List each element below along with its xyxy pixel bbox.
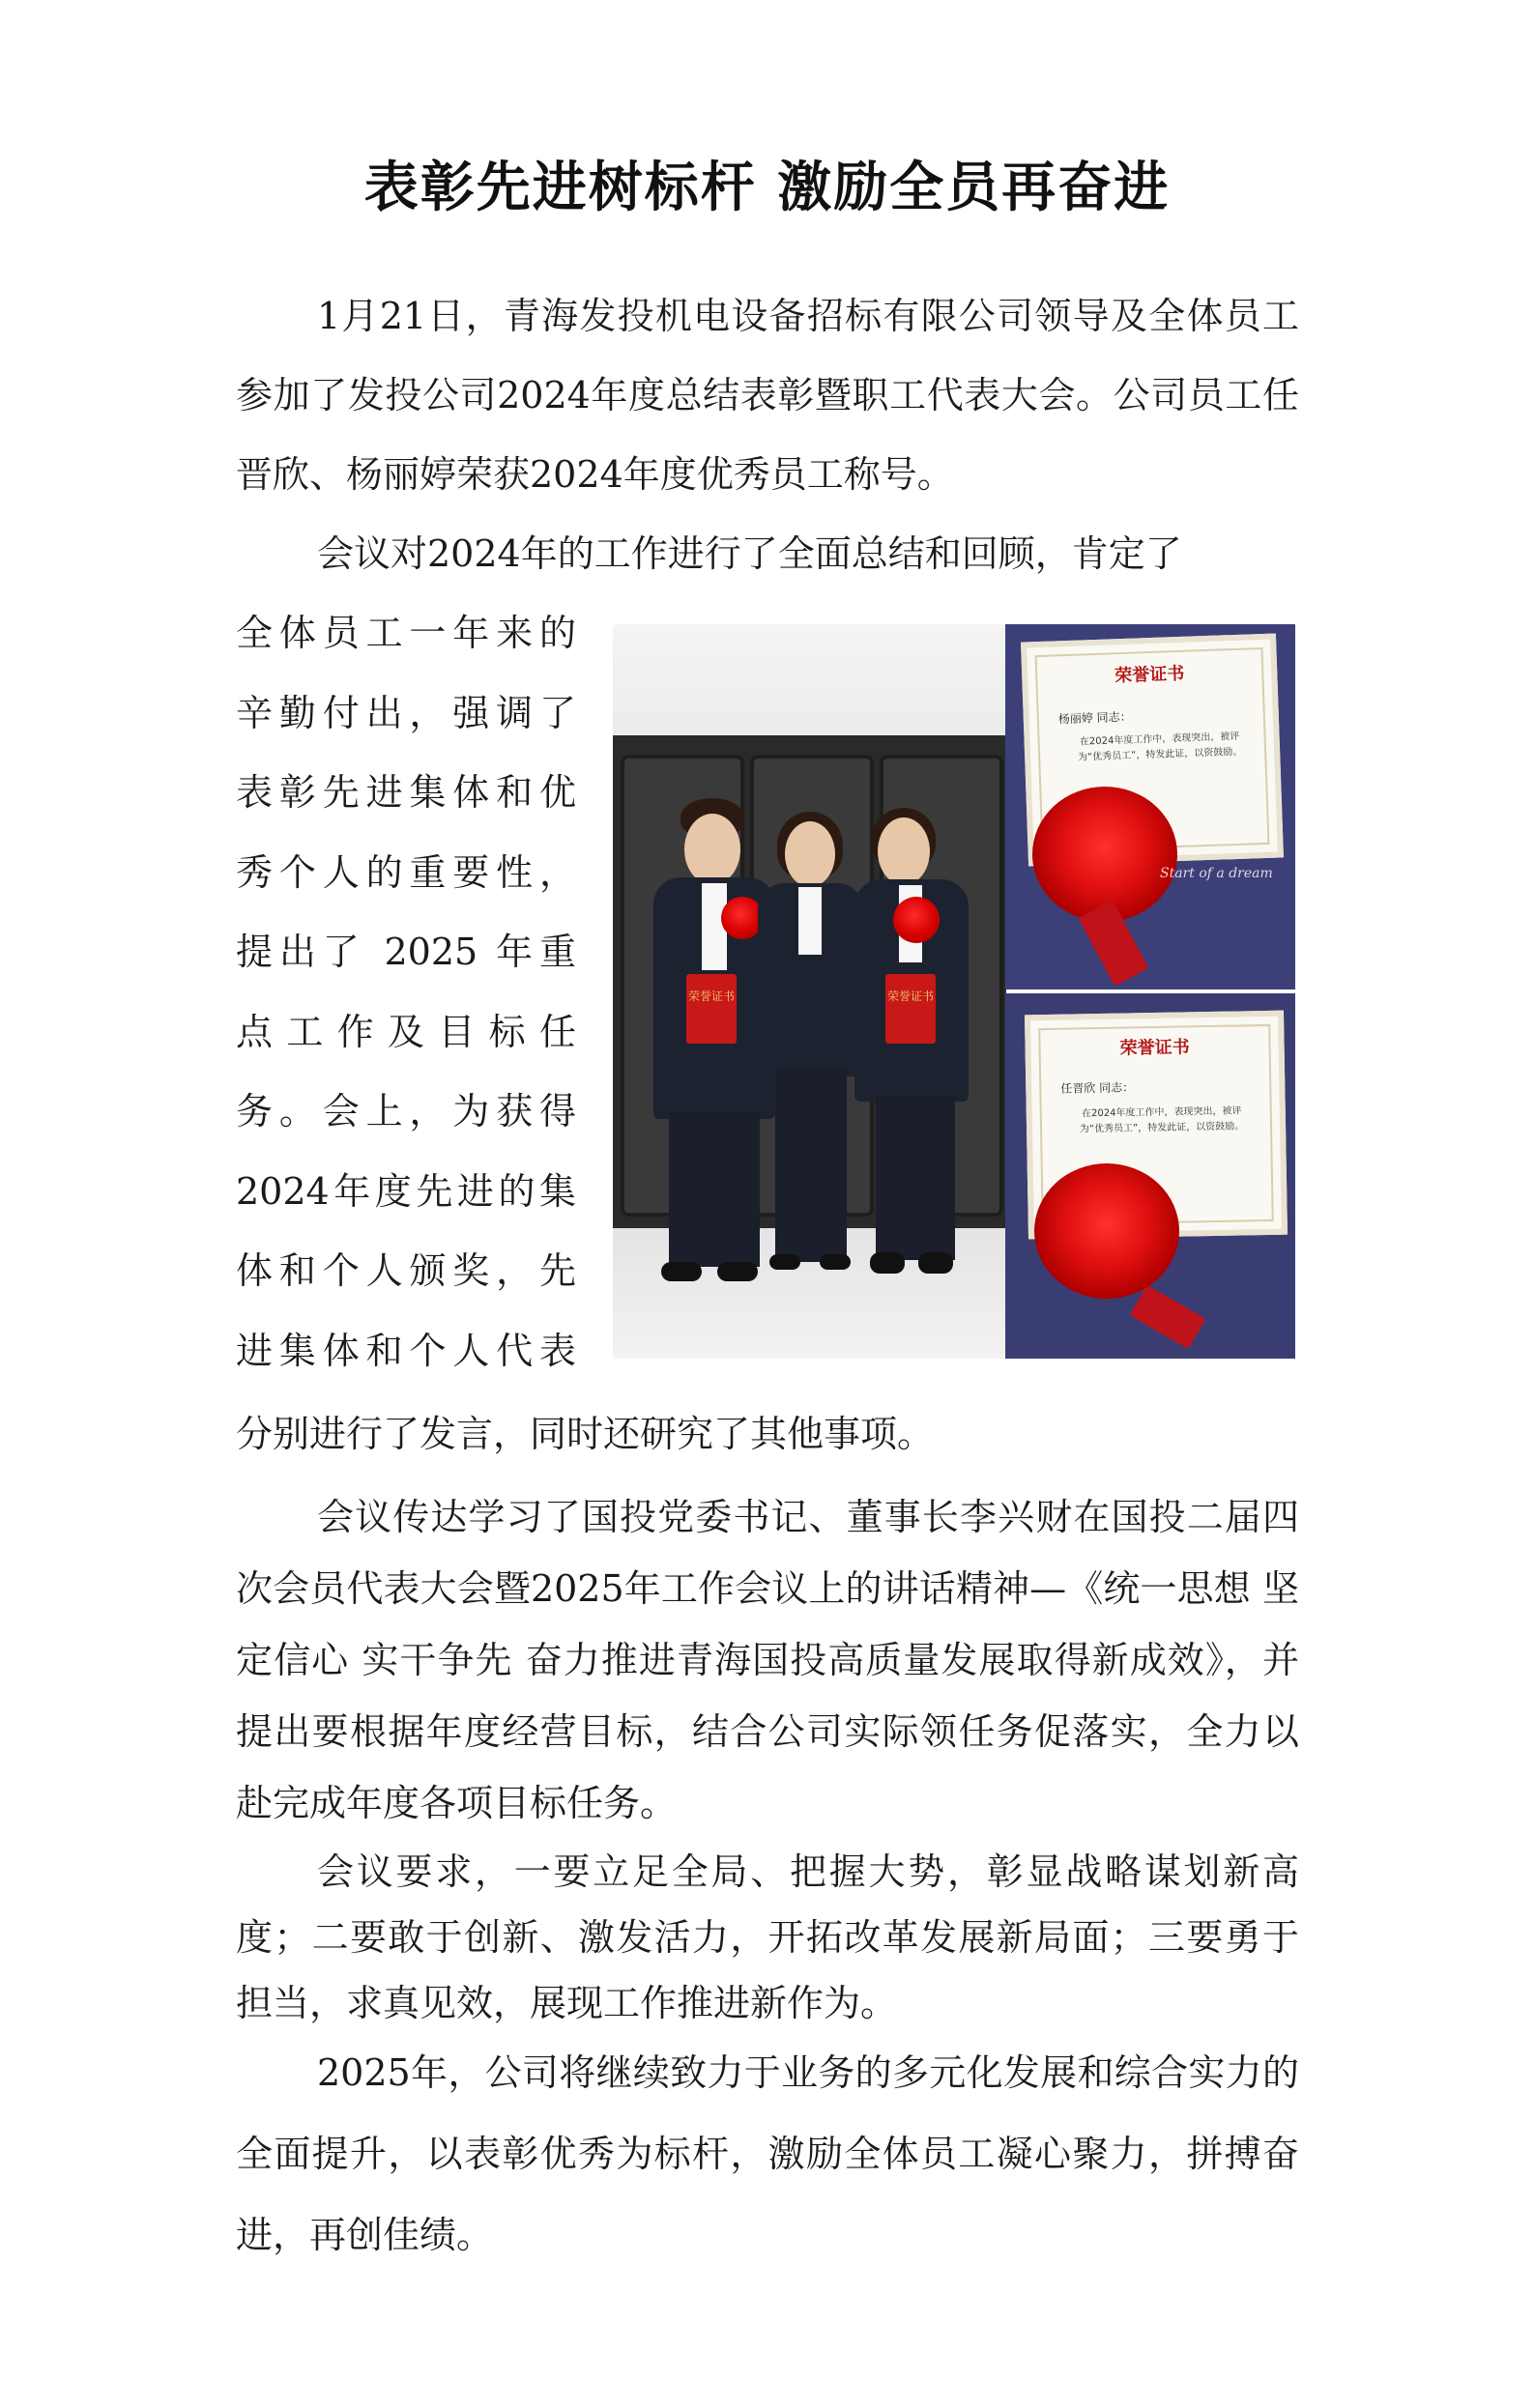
certificate-body-1: 在2024年度工作中，表现突出，被评为“优秀员工”，特发此证，以资鼓励。 <box>1077 731 1243 763</box>
paragraph-5: 2025年，公司将继续致力于业务的多元化发展和综合实力的全面提升，以表彰优秀为标杆，激励全体员工凝心聚力，拼搏奋进，再创佳绩。 <box>236 2051 1299 2256</box>
paragraph-2-wrapped-line: 进集体和个人代表 <box>236 1329 576 1372</box>
certificate-name-1: 杨丽婷 同志： <box>1057 709 1132 727</box>
honor-book-left: 荣誉证书 <box>686 974 737 1044</box>
paragraph-2-wrapped-line: 秀个人的重要性， <box>236 850 576 894</box>
paragraph-2-wrapped-line: 全体员工一年来的 <box>236 612 576 654</box>
paragraph-2-wrapped-line: 表彰先进集体和优 <box>236 771 576 814</box>
honor-book-right: 荣誉证书 <box>885 974 936 1044</box>
certificate-body-2: 在2024年度工作中，表现突出，被评为“优秀员工”，特发此证，以资鼓励。 <box>1079 1105 1245 1135</box>
paragraph-2-first-line: 会议对2024年的工作进行了全面总结和回顾，肯定了 <box>317 532 1182 575</box>
paragraph-2-wrapped-line: 点工作及目标任 <box>236 1010 576 1053</box>
article-title: 表彰先进树标杆 激励全员再奋进 <box>363 157 1171 219</box>
red-flower-2 <box>1034 1163 1179 1299</box>
paragraph-2-wrapped-line: 务。会上，为获得 <box>236 1090 576 1132</box>
certificate-title-2: 荣誉证书 <box>1119 1037 1190 1059</box>
certificate-name-2: 任晋欣 同志： <box>1060 1080 1135 1096</box>
script-caption: Start of a dream <box>1160 866 1273 881</box>
paragraph-1: 1月21日，青海发投机电设备招标有限公司领导及全体员工参加了发投公司2024年度总结表彰暨职工代表大会。公司员工任晋欣、杨丽婷荣获2024年度优秀员工称号。 <box>236 295 1299 496</box>
group-photo <box>613 624 1006 1359</box>
paragraph-2-wrapped-line: 辛勤付出，强调了 <box>236 691 576 734</box>
paragraph-2-wrapped-line: 提出了 2025 年重 <box>236 931 576 973</box>
red-flower-1 <box>1032 787 1177 922</box>
paragraph-4: 会议要求，一要立足全局、把握大势，彰显战略谋划新高度；二要敢于创新、激发活力，开拓改革发展新局面；三要勇于担当，求真见效，展现工作推进新作为。 <box>236 1850 1299 2024</box>
ribbon-2 <box>1130 1285 1206 1349</box>
certificate-photo-1 <box>1005 624 1295 989</box>
paragraph-3: 会议传达学习了国投党委书记、董事长李兴财在国投二届四次会员代表大会暨2025年工作会议上的讲话精神—《统一思想 坚定信心 实干争先 奋力推进青海国投高质量发展取得新成效》，并提出要根据年度经营目标，结合公司实际领任务促落实，全力以赴完成年度各项目标任务。 <box>236 1496 1299 1824</box>
paragraph-2-wrapped-line: 2024年度先进的集 <box>236 1169 576 1213</box>
paragraph-2-last-line: 分别进行了发言，同时还研究了其他事项。 <box>236 1413 935 1455</box>
certificate-photo-2 <box>1005 993 1295 1359</box>
certificate-title-1: 荣誉证书 <box>1114 663 1185 687</box>
paragraph-2-wrapped-line: 体和个人颁奖，先 <box>236 1249 576 1292</box>
